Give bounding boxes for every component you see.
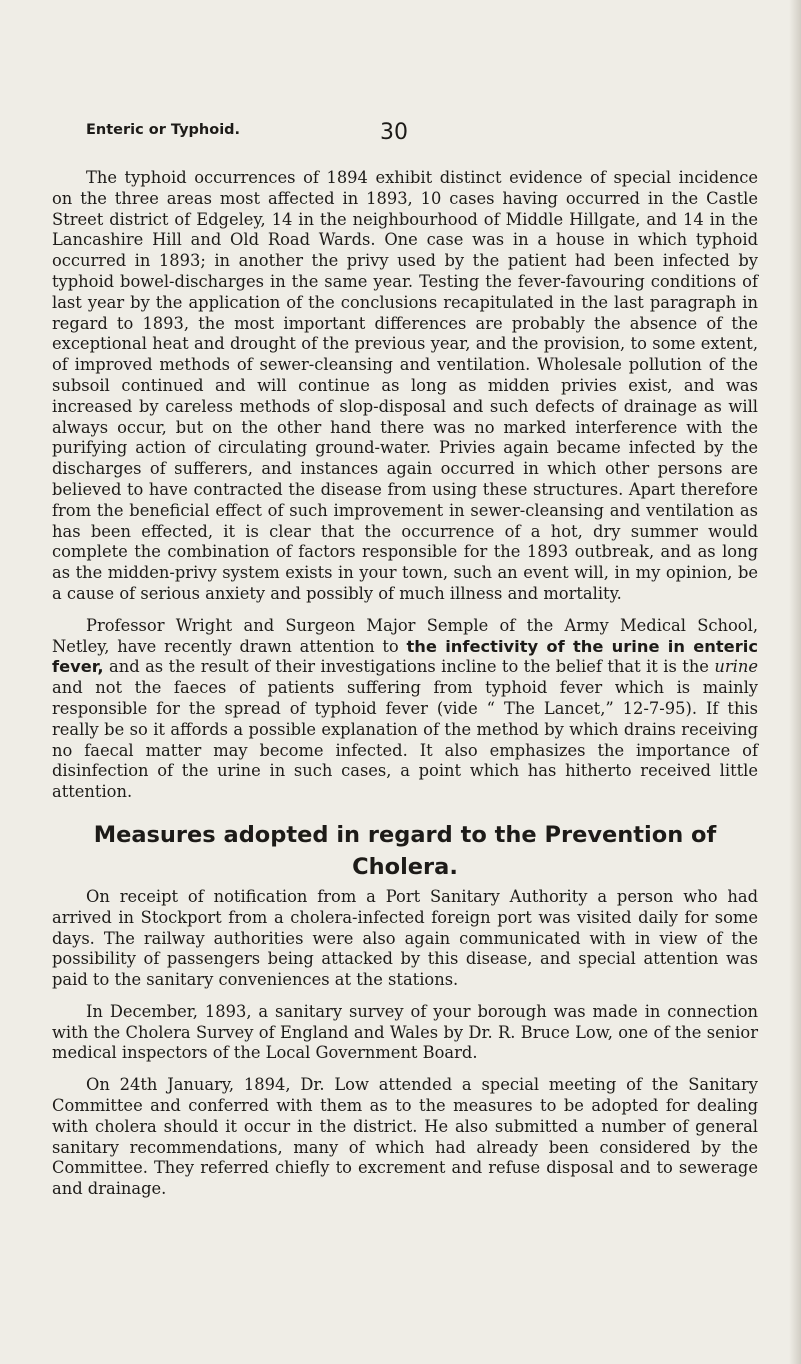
emphasis-italic: urine bbox=[714, 657, 758, 677]
emphasis-bold: the infectivity of the urine in enteric fever, bbox=[52, 636, 758, 677]
section-heading-cholera: Measures adopted in regard to the Prevention of Cholera. bbox=[93, 821, 717, 880]
running-head bbox=[86, 120, 715, 150]
paragraph-committee-meeting: On 24th January, 1894, Dr. Low attended a special meeting of the Sanitary Committee and conferred with them as to the measures to be adopted for dealing with cholera should it occur in the district. He also submitted a number of general sanitary recommendations, many of which had already been considered by the Committee. They referred chiefly to excrement and refuse disposal and to sewerage and drainage. bbox=[52, 1075, 758, 1199]
page-edge-shadow bbox=[789, 0, 801, 1364]
paragraph-port-notification: On receipt of notification from a Port Sanitary Authority a person who had arrived in Stockport from a cholera-infected foreign port was visited daily for some days. The railway authorities were also again communicated with in view of the possibility of passengers being attacked by this disease, and special attention was paid to the sanitary conveniences at the stations. bbox=[52, 886, 758, 990]
body-text bbox=[52, 168, 758, 1211]
paragraph-text: Professor Wright and Surgeon Major Semple of the Army Medical School, Netley, have recently drawn attention to bbox=[52, 615, 758, 656]
paragraph-typhoid-1894: The typhoid occurrences of 1894 exhibit distinct evidence of special incidence on the three areas most affected in 1893, 10 cases having occurred in the Castle Street district of Edgeley, 14 in the neighbourhood of Middle Hillgate, and 14 in the Lancashire Hill and Old Road Wards. One case was in a house in which typhoid occurred in 1893; in another the privy used by the patient had been infected by typhoid bowel-discharges in the same year. Testing the fever-favouring conditions of last year by the application of the conclusions recapitulated in the last paragraph in regard to 1893, the most important differences are probably the absence of the exceptional heat and drought of the previous year, and the provision, to some extent, of improved methods of sewer-cleansing and ventilation. Wholesale pollution of the subsoil continued and will continue as long as midden privies exist, and was increased by careless methods of slop-disposal and such defects of drainage as will always occur, but on the other hand there was no marked interference with the purifying action of circulating ground-water. Privies again became infected by the discharges of sufferers, and instances again occurred in which other persons are believed to have contracted the disease from using these structures. Apart therefore from the beneficial effect of such improvement in sewer-cleansing and ventilation as has been effected, it is clear that the occurrence of a hot, dry summer would complete the combination of factors responsible for the 1893 outbreak, and as long as the midden-privy system exists in your town, such an event will, in my opinion, be a cause of serious anxiety and possibly of much illness and mortality. bbox=[52, 168, 758, 603]
paragraph-sanitary-survey: In December, 1893, a sanitary survey of your borough was made in connection with the Cholera Survey of England and Wales by Dr. R. Bruce Low, one of the senior medical inspectors of the Local Government Board. bbox=[52, 1001, 758, 1063]
running-title: Enteric or Typhoid. bbox=[86, 122, 241, 138]
page-number: 30 bbox=[380, 120, 408, 145]
paragraph-text: and as the result of their investigations incline to the belief that it is the bbox=[103, 657, 715, 677]
paragraph-urine-infectivity bbox=[52, 616, 758, 803]
paragraph-text: and not the faeces of patients suffering from typhoid fever which is mainly responsible for the spread of typhoid fever (vide “ The Lancet,” 12-7-95). If this really be so it affords a possible explanation of the method by which drains receiving no faecal matter may become infected. It also emphasizes the importance of disinfection of the urine in such cases, a point which has hitherto received little attention. bbox=[52, 678, 758, 802]
